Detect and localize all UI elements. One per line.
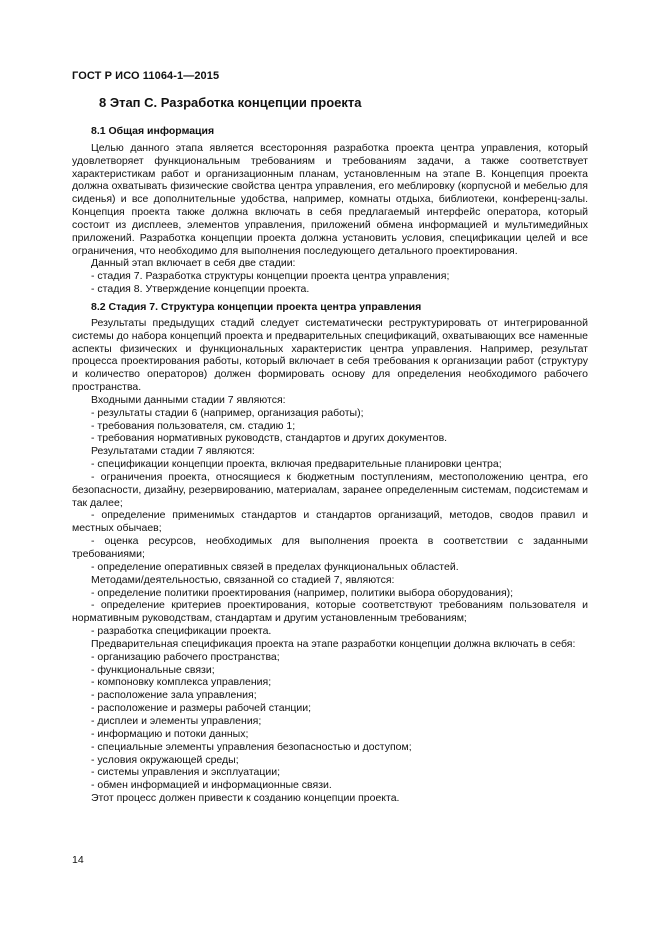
list-item: - дисплеи и элементы управления; (91, 714, 262, 727)
list-item: - условия окружающей среды; (91, 753, 239, 766)
list-item: - функциональные связи; (91, 663, 215, 676)
list-item: - определение критериев проектирования, которые соответствуют требованиям пользователя и нормативным руководствам, стандартам и другим установленным требованиям; (72, 599, 588, 625)
list-item: - определение применимых стандартов и стандартов организаций, методов, сводов правил и местных обычаев; (72, 509, 588, 535)
closing-line: Этот процесс должен привести к созданию концепции проекта. (91, 792, 400, 805)
list-intro: Входными данными стадии 7 являются: (91, 393, 286, 406)
list-item: - спецификации концепции проекта, включая предварительные планировки центра; (91, 458, 502, 471)
subsection-title-8-2: 8.2 Стадия 7. Структура концепции проекта центра управления (91, 300, 422, 313)
page-content (72, 95, 588, 805)
list-item: - организацию рабочего пространства; (91, 650, 280, 663)
paragraph: Целью данного этапа является всесторонняя разработка проекта центра управления, который удовлетворяет функциональным требованиям и требованиям задачи, а также соответствует характеристикам работ и организационным планам, установленным на этапе В. Концепция проекта должна охватывать физические свойства центра управления, его меблировку (корпусной и мебелью для сиденья) и все дополнительные удобства, например, комнаты отдыха, библиотеки, конференц-залы. Концепция проекта также должна включать в себя предлагаемый интерфейс оператора, который состоит из дисплеев, элементов управления, приложений обмена информацией и мультимедийных приложений. Разработка концепции проекта должна установить условия, спецификации целей и все ограничения, что необходимо для выполнения последующего детального проектирования. (72, 141, 588, 257)
list-item: - определение политики проектирования (например, политики выбора оборудования); (91, 586, 514, 599)
list-intro: Методами/деятельностью, связанной со стадией 7, являются: (91, 573, 395, 586)
list-item: - ограничения проекта, относящиеся к бюджетным поступлениям, местоположению центра, его безопасности, дизайну, резервированию, материалам, заранее определенным системам, подсистемам и так далее; (72, 470, 588, 509)
list-intro: Результатами стадии 7 являются: (91, 445, 255, 458)
list-item: - информацию и потоки данных; (91, 727, 249, 740)
paragraph: Предварительная спецификация проекта на этапе разработки концепции должна включать в себя: (91, 637, 576, 650)
list-item: - результаты стадии 6 (например, организация работы); (91, 406, 364, 419)
list-item: - требования нормативных руководств, стандартов и других документов. (91, 432, 448, 445)
list-item: - разработка спецификации проекта. (91, 625, 272, 638)
list-item: - стадия 8. Утверждение концепции проекта. (91, 283, 310, 296)
list-item: - оценка ресурсов, необходимых для выполнения проекта в соответствии с заданными требованиями; (72, 535, 588, 560)
list-item: - системы управления и эксплуатации; (91, 766, 281, 779)
list-item: - стадия 7. Разработка структуры концепции проекта центра управления; (91, 270, 450, 283)
subsection-title-8-1: 8.1 Общая информация (91, 125, 215, 137)
paragraph: Результаты предыдущих стадий следует систематически реструктурировать от интегрированной системы до набора концепций проекта и предварительных спецификаций, охватывающих все наменные аспекты физических и функциональных характеристик центра управления. Например, результат процесса проектирования работы, который включает в себя требования к организации работ (структуру и количество операторов) должен формировать основу для определения необходимого рабочего пространства. (72, 316, 588, 394)
list-item: - расположение и размеры рабочей станции; (91, 702, 312, 715)
list-item: - компоновку комплекса управления; (91, 676, 272, 689)
document-header: ГОСТ Р ИСО 11064-1—2015 (72, 70, 220, 82)
section-title: 8 Этап С. Разработка концепции проекта (99, 95, 362, 110)
paragraph: Данный этап включает в себя две стадии: (91, 257, 296, 270)
list-item: - расположение зала управления; (91, 689, 257, 702)
list-item: - определение оперативных связей в пределах функциональных областей. (91, 560, 459, 573)
list-item: - требования пользователя, см. стадию 1; (91, 419, 296, 432)
page-number: 14 (72, 854, 84, 866)
list-item: - специальные элементы управления безопасностью и доступом; (91, 740, 412, 753)
list-item: - обмен информацией и информационные связи. (91, 779, 332, 792)
